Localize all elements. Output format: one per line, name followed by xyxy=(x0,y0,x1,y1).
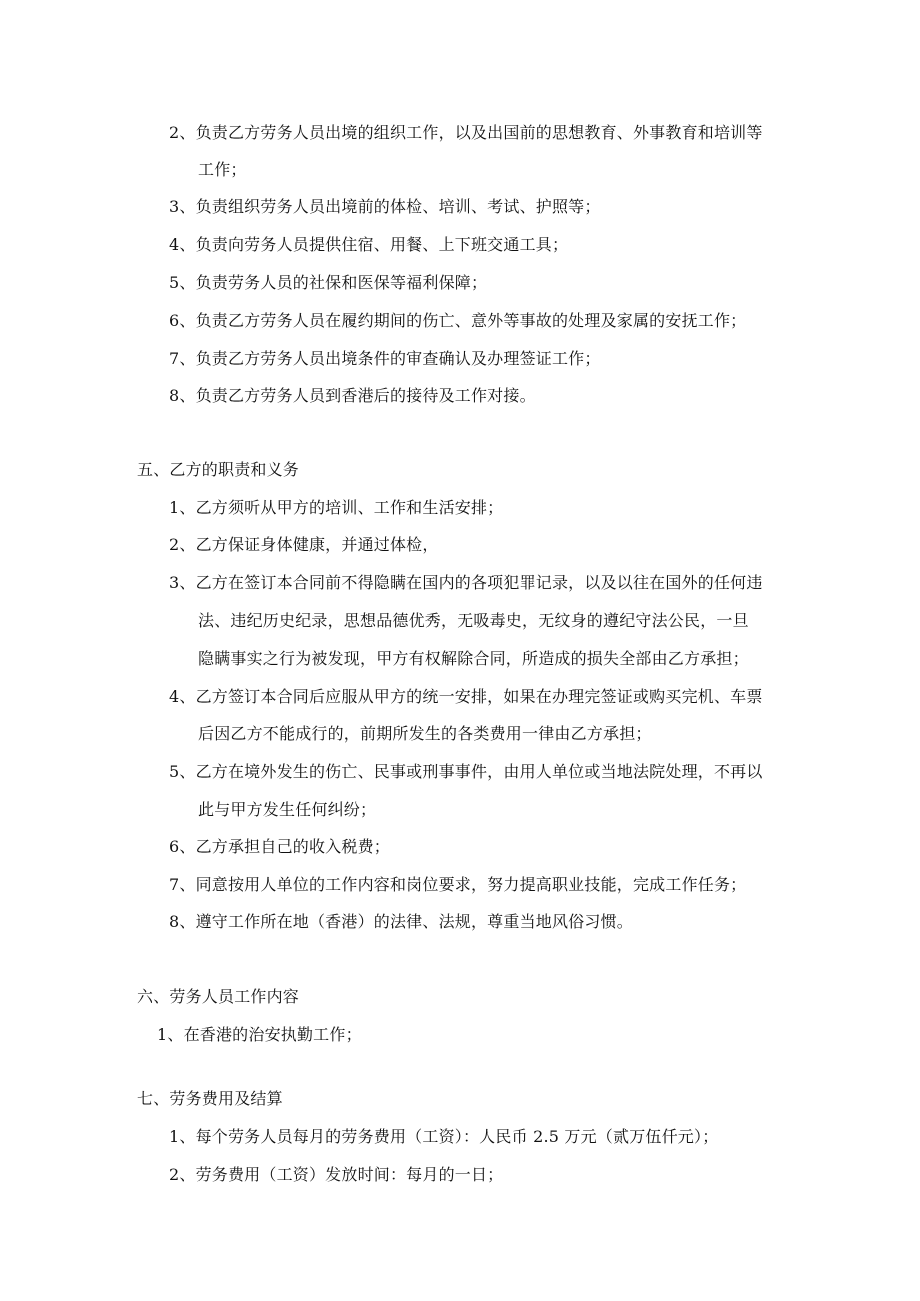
section4-item-8: 8、负责乙方劳务人员到香港后的接待及工作对接。 xyxy=(169,386,536,405)
section5-item-7: 7、同意按用人单位的工作内容和岗位要求，努力提高职业技能，完成工作任务； xyxy=(169,875,747,894)
section5-item-1: 1、乙方须听从甲方的培训、工作和生活安排； xyxy=(169,498,504,517)
section4-item-5: 5、负责劳务人员的社保和医保等福利保障； xyxy=(169,273,488,292)
section7-heading: 七、劳务费用及结算 xyxy=(137,1089,283,1108)
section5-item-5-line2: 此与甲方发生任何纠纷； xyxy=(198,800,377,819)
section4-item-7: 7、负责乙方劳务人员出境条件的审查确认及办理签证工作； xyxy=(169,349,601,368)
section5-item-2: 2、乙方保证身体健康，并通过体检， xyxy=(169,535,439,554)
section5-item-4-line2: 后因乙方不能成行的，前期所发生的各类费用一律由乙方承担； xyxy=(198,724,652,743)
section4-item-6: 6、负责乙方劳务人员在履约期间的伤亡、意外等事故的处理及家属的安抚工作； xyxy=(169,311,747,330)
section7-item-1: 1、每个劳务人员每月的劳务费用（工资）：人民币 2.5 万元（贰万伍仟元）； xyxy=(169,1127,719,1146)
section4-item-4: 4、负责向劳务人员提供住宿、用餐、上下班交通工具； xyxy=(169,235,569,254)
section6-heading: 六、劳务人员工作内容 xyxy=(137,987,300,1006)
section5-item-8: 8、遵守工作所在地（香港）的法律、法规，尊重当地风俗习惯。 xyxy=(169,912,633,931)
section5-heading: 五、乙方的职责和义务 xyxy=(137,460,300,479)
section5-item-3-line3: 隐瞒事实之行为被发现，甲方有权解除合同，所造成的损失全部由乙方承担； xyxy=(198,649,749,668)
section5-item-5-line1: 5、乙方在境外发生的伤亡、民事或刑事事件，由用人单位或当地法院处理，不再以 xyxy=(169,762,763,781)
section4-item-2-line1: 2、负责乙方劳务人员出境的组织工作，以及出国前的思想教育、外事教育和培训等 xyxy=(169,123,763,142)
section4-item-3: 3、负责组织劳务人员出境前的体检、培训、考试、护照等； xyxy=(169,197,601,216)
section6-item-1: 1、在香港的治安执勤工作； xyxy=(157,1025,362,1044)
section7-item-2: 2、劳务费用（工资）发放时间：每月的一日； xyxy=(169,1165,504,1184)
section5-item-6: 6、乙方承担自己的收入税费； xyxy=(169,837,390,856)
section5-item-4-line1: 4、乙方签订本合同后应服从甲方的统一安排，如果在办理完签证或购买完机、车票 xyxy=(169,687,763,706)
section4-item-2-line2: 工作； xyxy=(198,160,247,179)
section5-item-3-line1: 3、乙方在签订本合同前不得隐瞒在国内的各项犯罪记录，以及以往在国外的任何违 xyxy=(169,573,763,592)
section5-item-3-line2: 法、违纪历史纪录，思想品德优秀，无吸毒史，无纹身的遵纪守法公民，一旦 xyxy=(198,611,749,630)
